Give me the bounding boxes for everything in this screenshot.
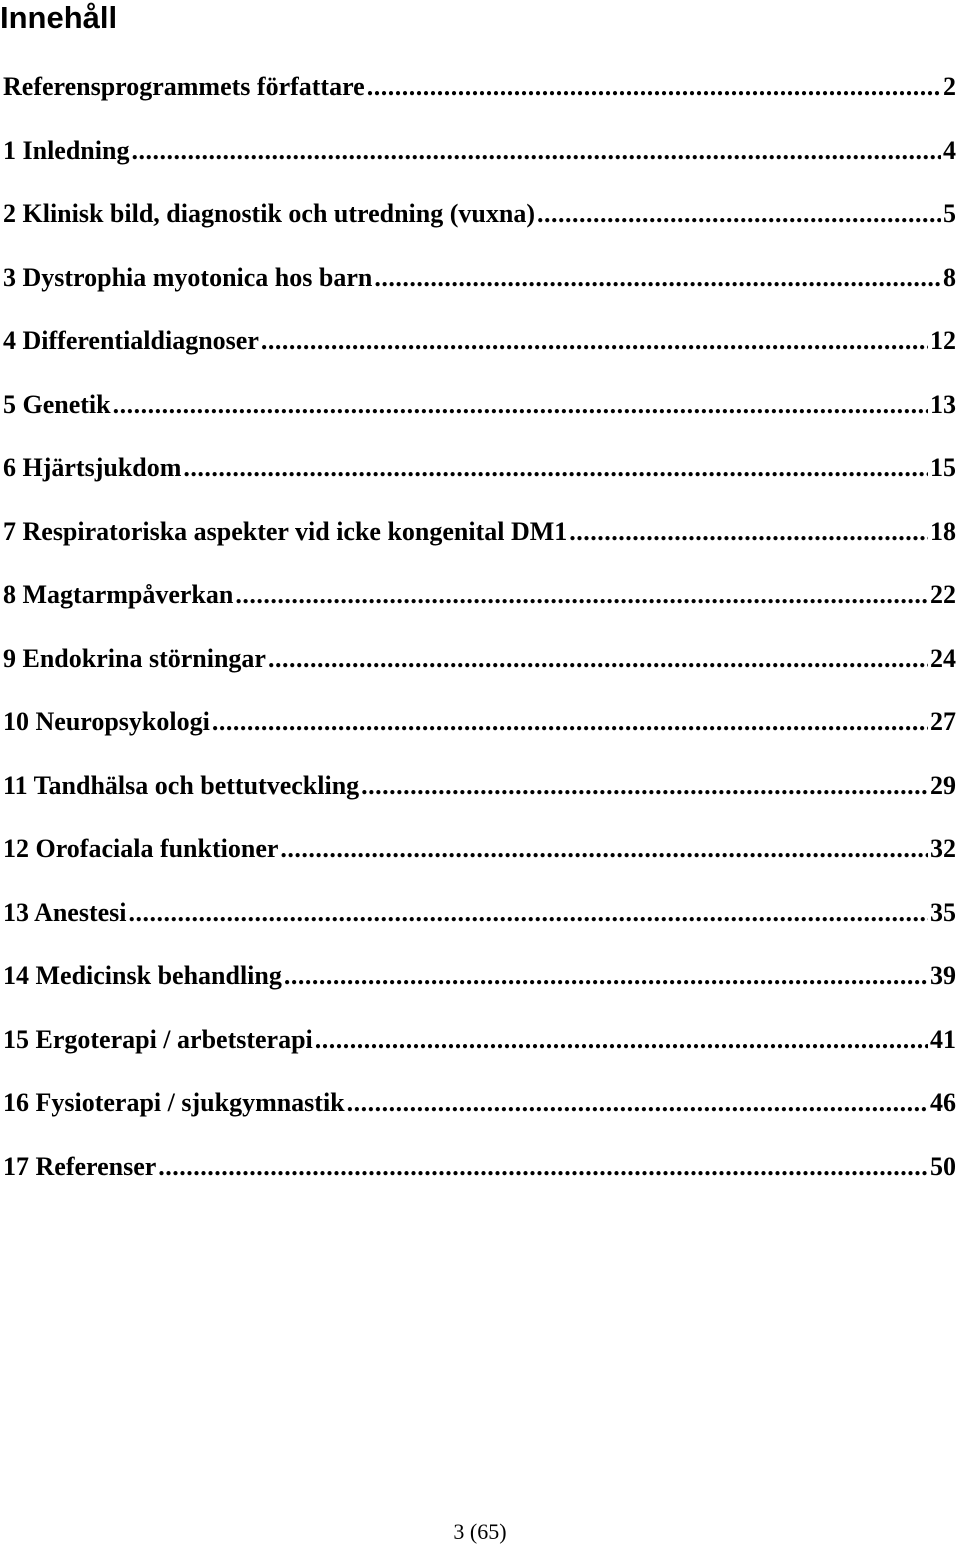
toc-entry-page: 18	[930, 516, 956, 546]
toc-entry-title: 3 Dystrophia myotonica hos barn	[3, 262, 373, 292]
toc-entry-page: 46	[930, 1088, 956, 1117]
toc-entry-title: 4 Differentialdiagnoser	[3, 326, 259, 355]
page-number-footer: 3 (65)	[453, 1519, 507, 1544]
toc-entry[interactable]	[0, 886, 960, 950]
toc-heading: Innehåll	[0, 0, 118, 35]
toc-dot-leader	[280, 822, 928, 876]
toc-dot-leader	[183, 441, 928, 495]
toc-entry-title: 12 Orofaciala funktioner	[3, 834, 279, 863]
toc-dot-leader	[268, 632, 928, 686]
toc-entry-page: 35	[930, 897, 956, 927]
toc-dot-leader	[129, 886, 929, 940]
toc-dot-leader	[212, 695, 928, 749]
toc-entry[interactable]	[0, 632, 960, 696]
toc-entry-page: 2	[943, 72, 956, 101]
toc-entry[interactable]	[0, 949, 960, 1013]
toc-entry-page: 22	[930, 580, 956, 609]
toc-dot-leader	[361, 759, 928, 813]
toc-entry[interactable]	[0, 441, 960, 505]
toc-entry-page: 27	[930, 707, 956, 736]
toc-entry[interactable]	[0, 1140, 960, 1204]
toc-entry-page: 50	[930, 1151, 956, 1181]
toc-entry-title: 15 Ergoterapi / arbetsterapi	[3, 1024, 313, 1054]
toc-entry-page: 12	[930, 326, 956, 355]
toc-entry-title: Referensprogrammets författare	[3, 72, 365, 101]
toc-dot-leader	[537, 187, 941, 241]
toc-entry[interactable]	[0, 505, 960, 569]
toc-entry-title: 13 Anestesi	[3, 897, 127, 927]
toc-dot-leader	[235, 568, 928, 622]
toc-entry-title: 9 Endokrina störningar	[3, 643, 266, 673]
toc-entry[interactable]	[0, 378, 960, 442]
toc-entry-title: 10 Neuropsykologi	[3, 707, 210, 736]
toc-entry-page: 29	[930, 770, 956, 800]
toc-entry-page: 24	[930, 643, 956, 673]
toc-entry-title: 6 Hjärtsjukdom	[3, 453, 182, 482]
toc-entry-page: 39	[930, 961, 956, 990]
toc-entry-title: 14 Medicinsk behandling	[3, 961, 282, 990]
toc-entry[interactable]	[0, 759, 960, 823]
toc-entry[interactable]	[0, 187, 960, 251]
toc-entry-page: 15	[930, 453, 956, 482]
toc-entry-title: 1 Inledning	[3, 135, 130, 165]
toc-dot-leader	[131, 124, 941, 178]
toc-entry-page: 13	[930, 389, 956, 419]
toc-entry[interactable]	[0, 822, 960, 886]
toc-dot-leader	[261, 314, 928, 368]
toc-entry-title: 5 Genetik	[3, 389, 111, 419]
toc-entry-page: 32	[930, 834, 956, 863]
toc-entry[interactable]	[0, 1076, 960, 1140]
toc-dot-leader	[284, 949, 928, 1003]
toc-dot-leader	[315, 1013, 928, 1067]
toc-entry-page: 8	[943, 262, 956, 292]
toc-dot-leader	[569, 505, 928, 559]
toc-dot-leader	[367, 60, 941, 114]
toc-dot-leader	[158, 1140, 928, 1194]
toc-entry[interactable]	[0, 251, 960, 315]
toc-dot-leader	[347, 1076, 928, 1130]
toc-entry-title: 11 Tandhälsa och bettutveckling	[3, 770, 360, 800]
toc-entry[interactable]	[0, 568, 960, 632]
toc-dot-leader	[113, 378, 928, 432]
toc-entry-title: 17 Referenser	[3, 1151, 157, 1181]
toc-entry-title: 2 Klinisk bild, diagnostik och utredning (vuxna)	[3, 199, 535, 228]
toc-entry[interactable]	[0, 1013, 960, 1077]
toc-entry-title: 16 Fysioterapi / sjukgymnastik	[3, 1088, 345, 1117]
toc-dot-leader	[374, 251, 941, 305]
toc-entry-page: 5	[943, 199, 956, 228]
toc-entry[interactable]	[0, 124, 960, 188]
toc-entry-page: 4	[943, 135, 956, 165]
toc-entry[interactable]	[0, 695, 960, 759]
toc-entry[interactable]	[0, 314, 960, 378]
table-of-contents	[0, 60, 960, 1203]
toc-entry-title: 7 Respiratoriska aspekter vid icke kongenital DM1	[3, 516, 568, 546]
toc-entry[interactable]	[0, 60, 960, 124]
toc-entry-title: 8 Magtarmpåverkan	[3, 580, 234, 609]
toc-entry-page: 41	[930, 1024, 956, 1054]
